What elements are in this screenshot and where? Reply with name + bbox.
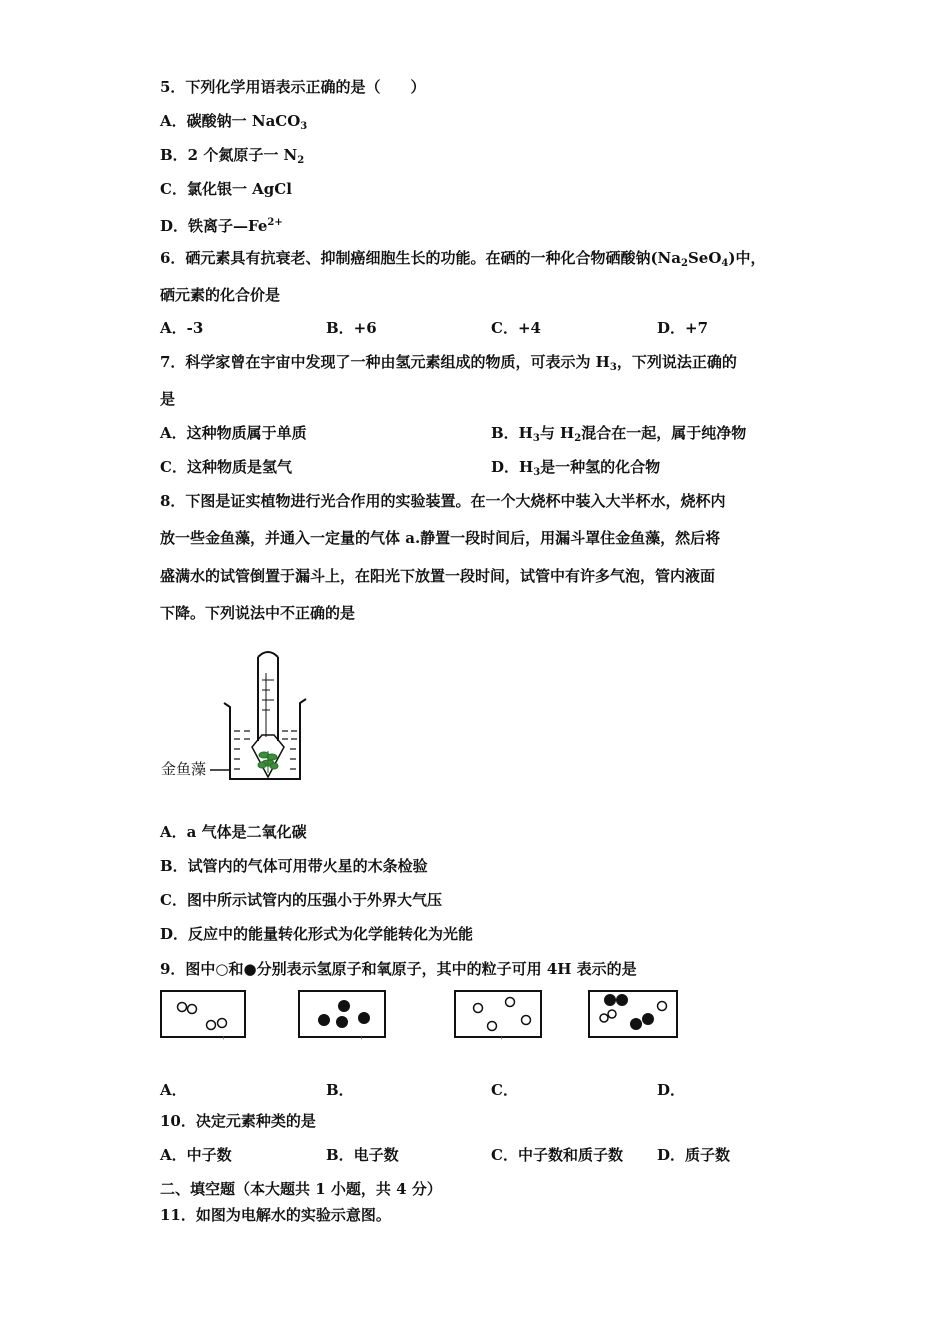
q8-option-b: B．试管内的气体可用带火星的木条检验 [160, 857, 428, 875]
q5-stem: 5．下列化学用语表示正确的是（ ） [160, 78, 426, 96]
stray-mark-c: ' [500, 1036, 503, 1047]
q8-option-a: A．a 气体是二氧化碳 [160, 823, 307, 841]
figure-label-waterweed: 金鱼藻 [161, 760, 207, 778]
q8-option-d: D．反应中的能量转化形式为化学能转化为光能 [160, 925, 474, 943]
q6-option-d: D．+7 [657, 319, 709, 337]
q5-option-c: C．氯化银一 AgCl [160, 180, 292, 198]
q10-stem: 10．决定元素种类的是 [160, 1112, 316, 1130]
q9-option-b: B． [326, 1081, 354, 1099]
q9-stem: 9．图中○和●分别表示氢原子和氧原子，其中的粒子可用 4H 表示的是 [160, 960, 637, 978]
q6-option-a: A．-3 [160, 319, 204, 337]
particle-box-d [588, 990, 678, 1038]
q5-option-a: A．碳酸钠一 NaCO$_3$ [160, 112, 308, 132]
waterweed-plant-icon [258, 751, 278, 773]
q8-stem-line3: 盛满水的试管倒置于漏斗上，在阳光下放置一段时间，试管中有许多气泡，管内液面 [160, 567, 716, 585]
section-heading-fill-in: 二、填空题（本大题共 1 小题，共 4 分） [160, 1180, 442, 1198]
q7-option-d: D．$H_3$是一种氢的化合物 [491, 458, 661, 478]
q10-option-c: C．中子数和质子数 [491, 1146, 623, 1164]
q9-option-d: D． [657, 1081, 686, 1099]
particle-box-b [298, 990, 386, 1038]
q8-stem-line2: 放一些金鱼藻，并通入一定量的气体 a.静置一段时间后，用漏斗罩住金鱼藻，然后将 [160, 529, 721, 547]
q7-stem-line1: 7．科学家曾在宇宙中发现了一种由氢元素组成的物质，可表示为 $H_3$，下列说法正确的 [160, 353, 737, 373]
q8-stem-line1: 8．下图是证实植物进行光合作用的实验装置。在一个大烧杯中装入大半杯水，烧杯内 [160, 492, 726, 510]
q6-option-b: B．+6 [326, 319, 377, 337]
q5-option-d: D．铁离子$—Fe^{2+}$ [160, 217, 283, 235]
q10-option-b: B．电子数 [326, 1146, 399, 1164]
q9-option-c: C． [491, 1081, 518, 1099]
stray-mark-b: ' [360, 1036, 363, 1047]
q6-option-c: C．+4 [491, 319, 541, 337]
q7-option-b: B．$H_3$与 $H_2$混合在一起，属于纯净物 [491, 424, 747, 444]
q6-stem-line1: 6．硒元素具有抗衰老、抑制癌细胞生长的功能。在硒的一种化合物硒酸钠$(Na_2SeO_4)$中， [160, 249, 766, 269]
photosynthesis-apparatus-figure [158, 645, 308, 785]
q10-option-d: D．质子数 [657, 1146, 731, 1164]
q11-stem: 11．如图为电解水的实验示意图。 [160, 1206, 391, 1224]
q7-option-a: A．这种物质属于单质 [160, 424, 307, 442]
q6-stem-line2: 硒元素的化合价是 [160, 286, 281, 304]
q9-option-a: A． [160, 1081, 187, 1099]
stray-mark-a: ' [222, 1036, 225, 1047]
q7-option-c: C．这种物质是氢气 [160, 458, 292, 476]
q5-option-b: B．2 个氮原子一 $N_2$ [160, 146, 305, 166]
q8-stem-line4: 下降。下列说法中不正确的是 [160, 604, 356, 622]
q7-stem-line2: 是 [160, 390, 176, 408]
particle-box-c [454, 990, 542, 1038]
q10-option-a: A．中子数 [160, 1146, 232, 1164]
particle-box-a [160, 990, 246, 1038]
q8-option-c: C．图中所示试管内的压强小于外界大气压 [160, 891, 442, 909]
